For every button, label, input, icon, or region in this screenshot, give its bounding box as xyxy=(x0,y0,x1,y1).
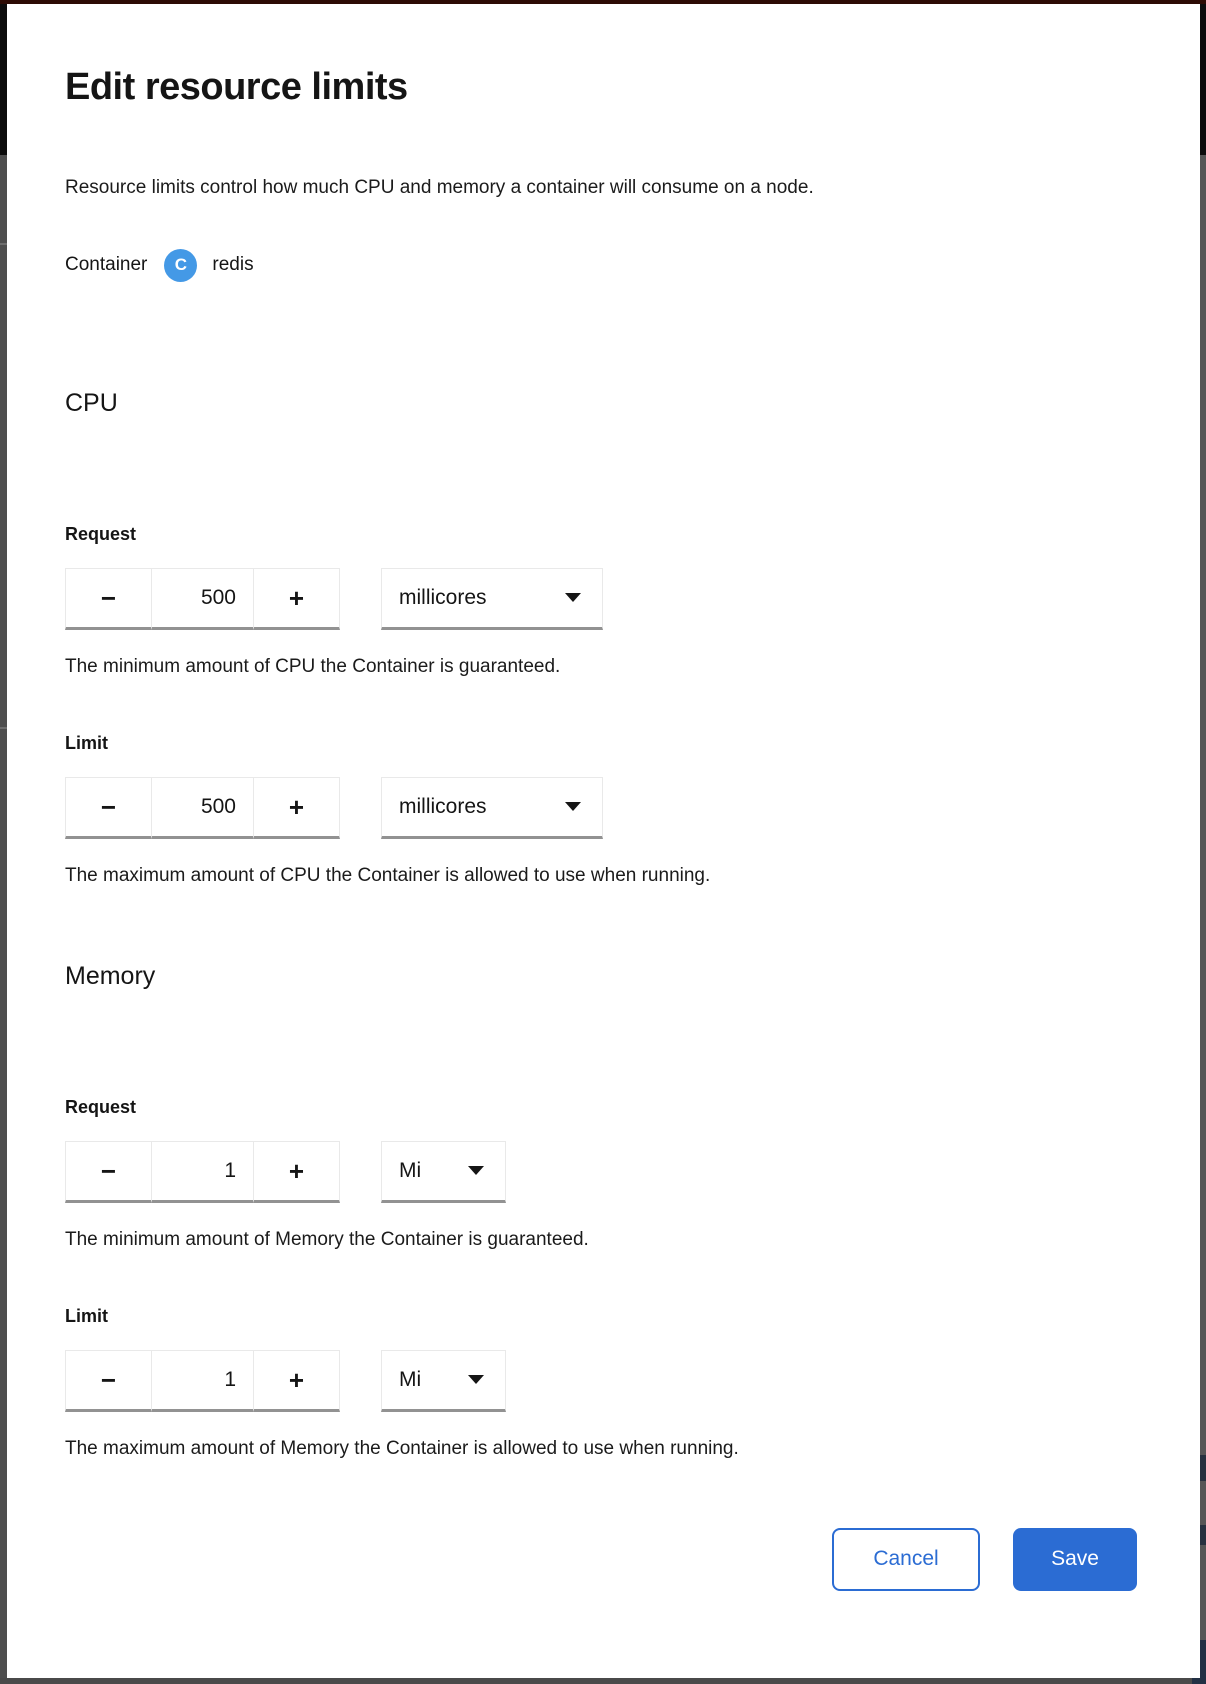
backdrop-right-strip xyxy=(1200,4,1206,1684)
cpu-limit-label: Limit xyxy=(65,732,108,753)
unit-dropdown-value: Mi xyxy=(399,1367,422,1391)
memory-limit-value-input[interactable] xyxy=(151,1350,254,1412)
backdrop-left-dark-segment xyxy=(0,4,7,155)
cpu-limit-value-input[interactable] xyxy=(151,777,254,839)
memory-request-help-text: The minimum amount of Memory the Container is guaranteed. xyxy=(65,1228,589,1250)
modal-title: Edit resource limits xyxy=(65,66,408,108)
modal-footer xyxy=(65,1528,1142,1591)
backdrop-right-dark-segment xyxy=(1200,4,1206,155)
memory-limit-spinner xyxy=(65,1350,340,1412)
memory-request-value-input[interactable] xyxy=(151,1141,254,1203)
container-name: redis xyxy=(212,254,254,276)
backdrop-left-strip xyxy=(0,4,7,1684)
caret-down-icon xyxy=(565,593,581,602)
memory-limit-help-text: The maximum amount of Memory the Container is allowed to use when running. xyxy=(65,1437,739,1459)
minus-button[interactable]: − xyxy=(65,1350,152,1412)
cpu-limit-field xyxy=(65,777,1142,839)
container-label: Container xyxy=(65,254,148,276)
cpu-request-field xyxy=(65,568,1142,630)
cpu-request-help-text: The minimum amount of CPU the Container is guaranteed. xyxy=(65,655,561,677)
caret-down-icon xyxy=(565,802,581,811)
plus-button[interactable]: + xyxy=(253,777,340,839)
cpu-request-spinner xyxy=(65,568,340,630)
memory-request-spinner xyxy=(65,1141,340,1203)
minus-button[interactable]: − xyxy=(65,568,152,630)
memory-limit-field xyxy=(65,1350,1142,1412)
memory-request-label: Request xyxy=(65,1096,137,1117)
backdrop-bottom-strip xyxy=(0,1678,1206,1684)
cpu-limit-help-text: The maximum amount of CPU the Container is allowed to use when running. xyxy=(65,864,711,886)
memory-limit-label: Limit xyxy=(65,1305,108,1326)
unit-dropdown-value: millicores xyxy=(399,794,487,818)
plus-button[interactable]: + xyxy=(253,1141,340,1203)
backdrop-bottom-navy-corner xyxy=(1192,1678,1206,1684)
cancel-button[interactable]: Cancel xyxy=(832,1528,980,1591)
cpu-limit-unit-dropdown[interactable] xyxy=(381,777,603,839)
container-badge-icon: C xyxy=(164,249,197,282)
cpu-request-label: Request xyxy=(65,523,137,544)
backdrop-right-chip xyxy=(1200,1525,1206,1545)
section-heading-memory: Memory xyxy=(65,961,156,990)
memory-request-field xyxy=(65,1141,1142,1203)
minus-button[interactable]: − xyxy=(65,777,152,839)
memory-request-unit-dropdown[interactable] xyxy=(381,1141,506,1203)
edit-resource-limits-modal xyxy=(7,4,1200,1678)
plus-button[interactable]: + xyxy=(253,568,340,630)
cpu-request-value-input[interactable] xyxy=(151,568,254,630)
backdrop-left-divider xyxy=(0,727,7,729)
modal-description: Resource limits control how much CPU and memory a container will consume on a node. xyxy=(65,176,814,198)
unit-dropdown-value: millicores xyxy=(399,585,487,609)
save-button[interactable]: Save xyxy=(1013,1528,1137,1591)
cpu-limit-spinner xyxy=(65,777,340,839)
section-heading-cpu: CPU xyxy=(65,388,118,417)
backdrop-right-chip xyxy=(1200,1455,1206,1481)
cpu-request-unit-dropdown[interactable] xyxy=(381,568,603,630)
minus-button[interactable]: − xyxy=(65,1141,152,1203)
plus-button[interactable]: + xyxy=(253,1350,340,1412)
caret-down-icon xyxy=(468,1375,484,1384)
caret-down-icon xyxy=(468,1166,484,1175)
container-row xyxy=(65,249,1142,282)
backdrop-left-divider xyxy=(0,243,7,245)
memory-limit-unit-dropdown[interactable] xyxy=(381,1350,506,1412)
unit-dropdown-value: Mi xyxy=(399,1158,422,1182)
